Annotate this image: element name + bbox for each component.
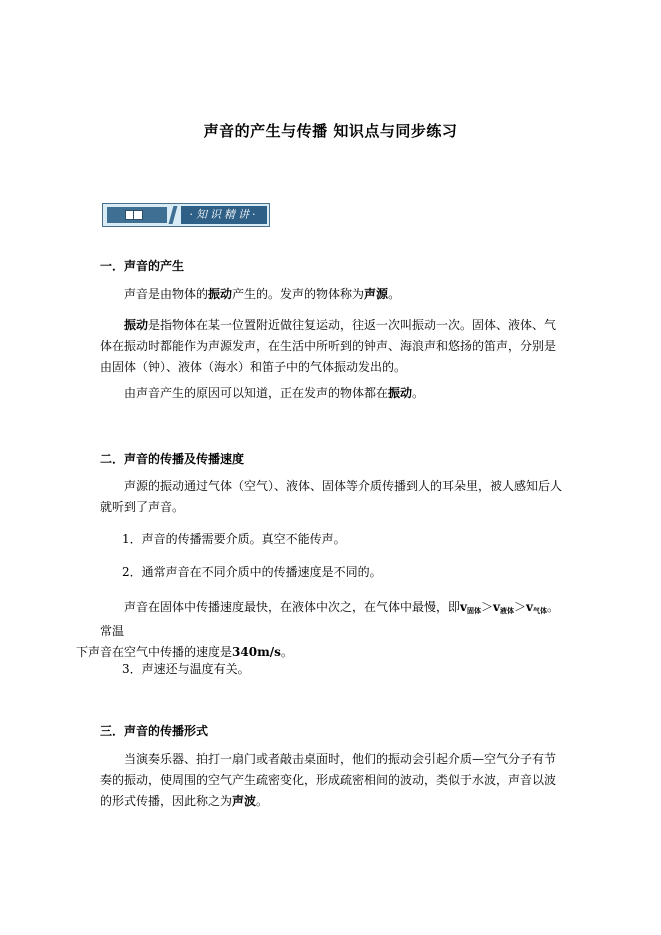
text-run: 。	[412, 386, 425, 400]
speed-value: 340m/s	[232, 645, 281, 659]
banner-label: ·知识精讲·	[181, 206, 267, 224]
greater-than: ＞	[481, 600, 494, 614]
bold-term: 振动	[388, 386, 413, 400]
section1-paragraph3	[100, 383, 562, 404]
text-run: 是指物体在某一位置附近做往复运动，往返一次叫振动一次。固体、液体、气体在振动时都能作为声源发声，在生活中所听到的钟声、海浪声和悠扬的笛声，分别是由固体（钟）、液体（海水）和笛子中的气体振动发出的。	[100, 318, 557, 374]
velocity-symbol: v	[526, 600, 533, 614]
text-run: 。	[388, 287, 401, 301]
section2-item3: 3．声速还与温度有关。	[122, 662, 250, 676]
text-run: 声音在固体中传播速度最快，在液体中次之，在气体中最慢，即	[124, 600, 461, 614]
greater-than: ＞	[514, 600, 527, 614]
section-banner	[102, 203, 270, 227]
banner-icon-box	[107, 207, 167, 223]
text-run: 。常温	[100, 600, 560, 638]
text-run: 。	[256, 794, 269, 808]
bold-term: 振动	[208, 287, 233, 301]
text-run: 由声音产生的原因可以知道，正在发声的物体都在	[124, 386, 389, 400]
section3-heading: 三．声音的传播形式	[100, 724, 209, 738]
subscript: 固体	[467, 606, 481, 615]
section3-paragraph1	[100, 749, 562, 812]
section2-paragraph1: 声源的振动通过气体（空气）、液体、固体等介质传播到人的耳朵里，被人感知后人就听到了声音。	[100, 479, 563, 514]
section2-paragraph2	[76, 597, 562, 663]
text-run: 声音是由物体的	[124, 287, 209, 301]
section1-heading: 一．声音的产生	[100, 259, 185, 273]
book-icon	[125, 210, 143, 220]
section2-item2: 2．通常声音在不同介质中的传播速度是不同的。	[122, 565, 382, 579]
section1-paragraph1	[100, 284, 562, 305]
bold-term: 声源	[364, 287, 389, 301]
section1-paragraph2	[100, 315, 562, 378]
text-run: 当演奏乐器、拍打一扇门或者敲击桌面时，他们的振动会引起介质—空气分子有节奏的振动，使周围的空气产生疏密变化，形成疏密相间的波动，类似于水波，声音以波的形式传播，因此称之为	[100, 752, 557, 808]
page-title: 声音的产生与传播 知识点与同步练习	[203, 122, 458, 140]
subscript: 液体	[500, 606, 514, 615]
bold-term: 声波	[232, 794, 257, 808]
banner-divider	[169, 206, 178, 224]
section2-item1: 1．声音的传播需要介质。真空不能传声。	[122, 532, 346, 546]
bold-term: 振动	[124, 318, 149, 332]
velocity-symbol: v	[493, 600, 500, 614]
text-run: 。	[280, 645, 293, 659]
subscript: 气体	[533, 606, 547, 615]
text-run: 下声音在空气中传播的速度是	[76, 645, 233, 659]
velocity-symbol: v	[460, 600, 467, 614]
section2-heading: 二．声音的传播及传播速度	[100, 452, 245, 466]
text-run: 产生的。发声的物体称为	[232, 287, 365, 301]
